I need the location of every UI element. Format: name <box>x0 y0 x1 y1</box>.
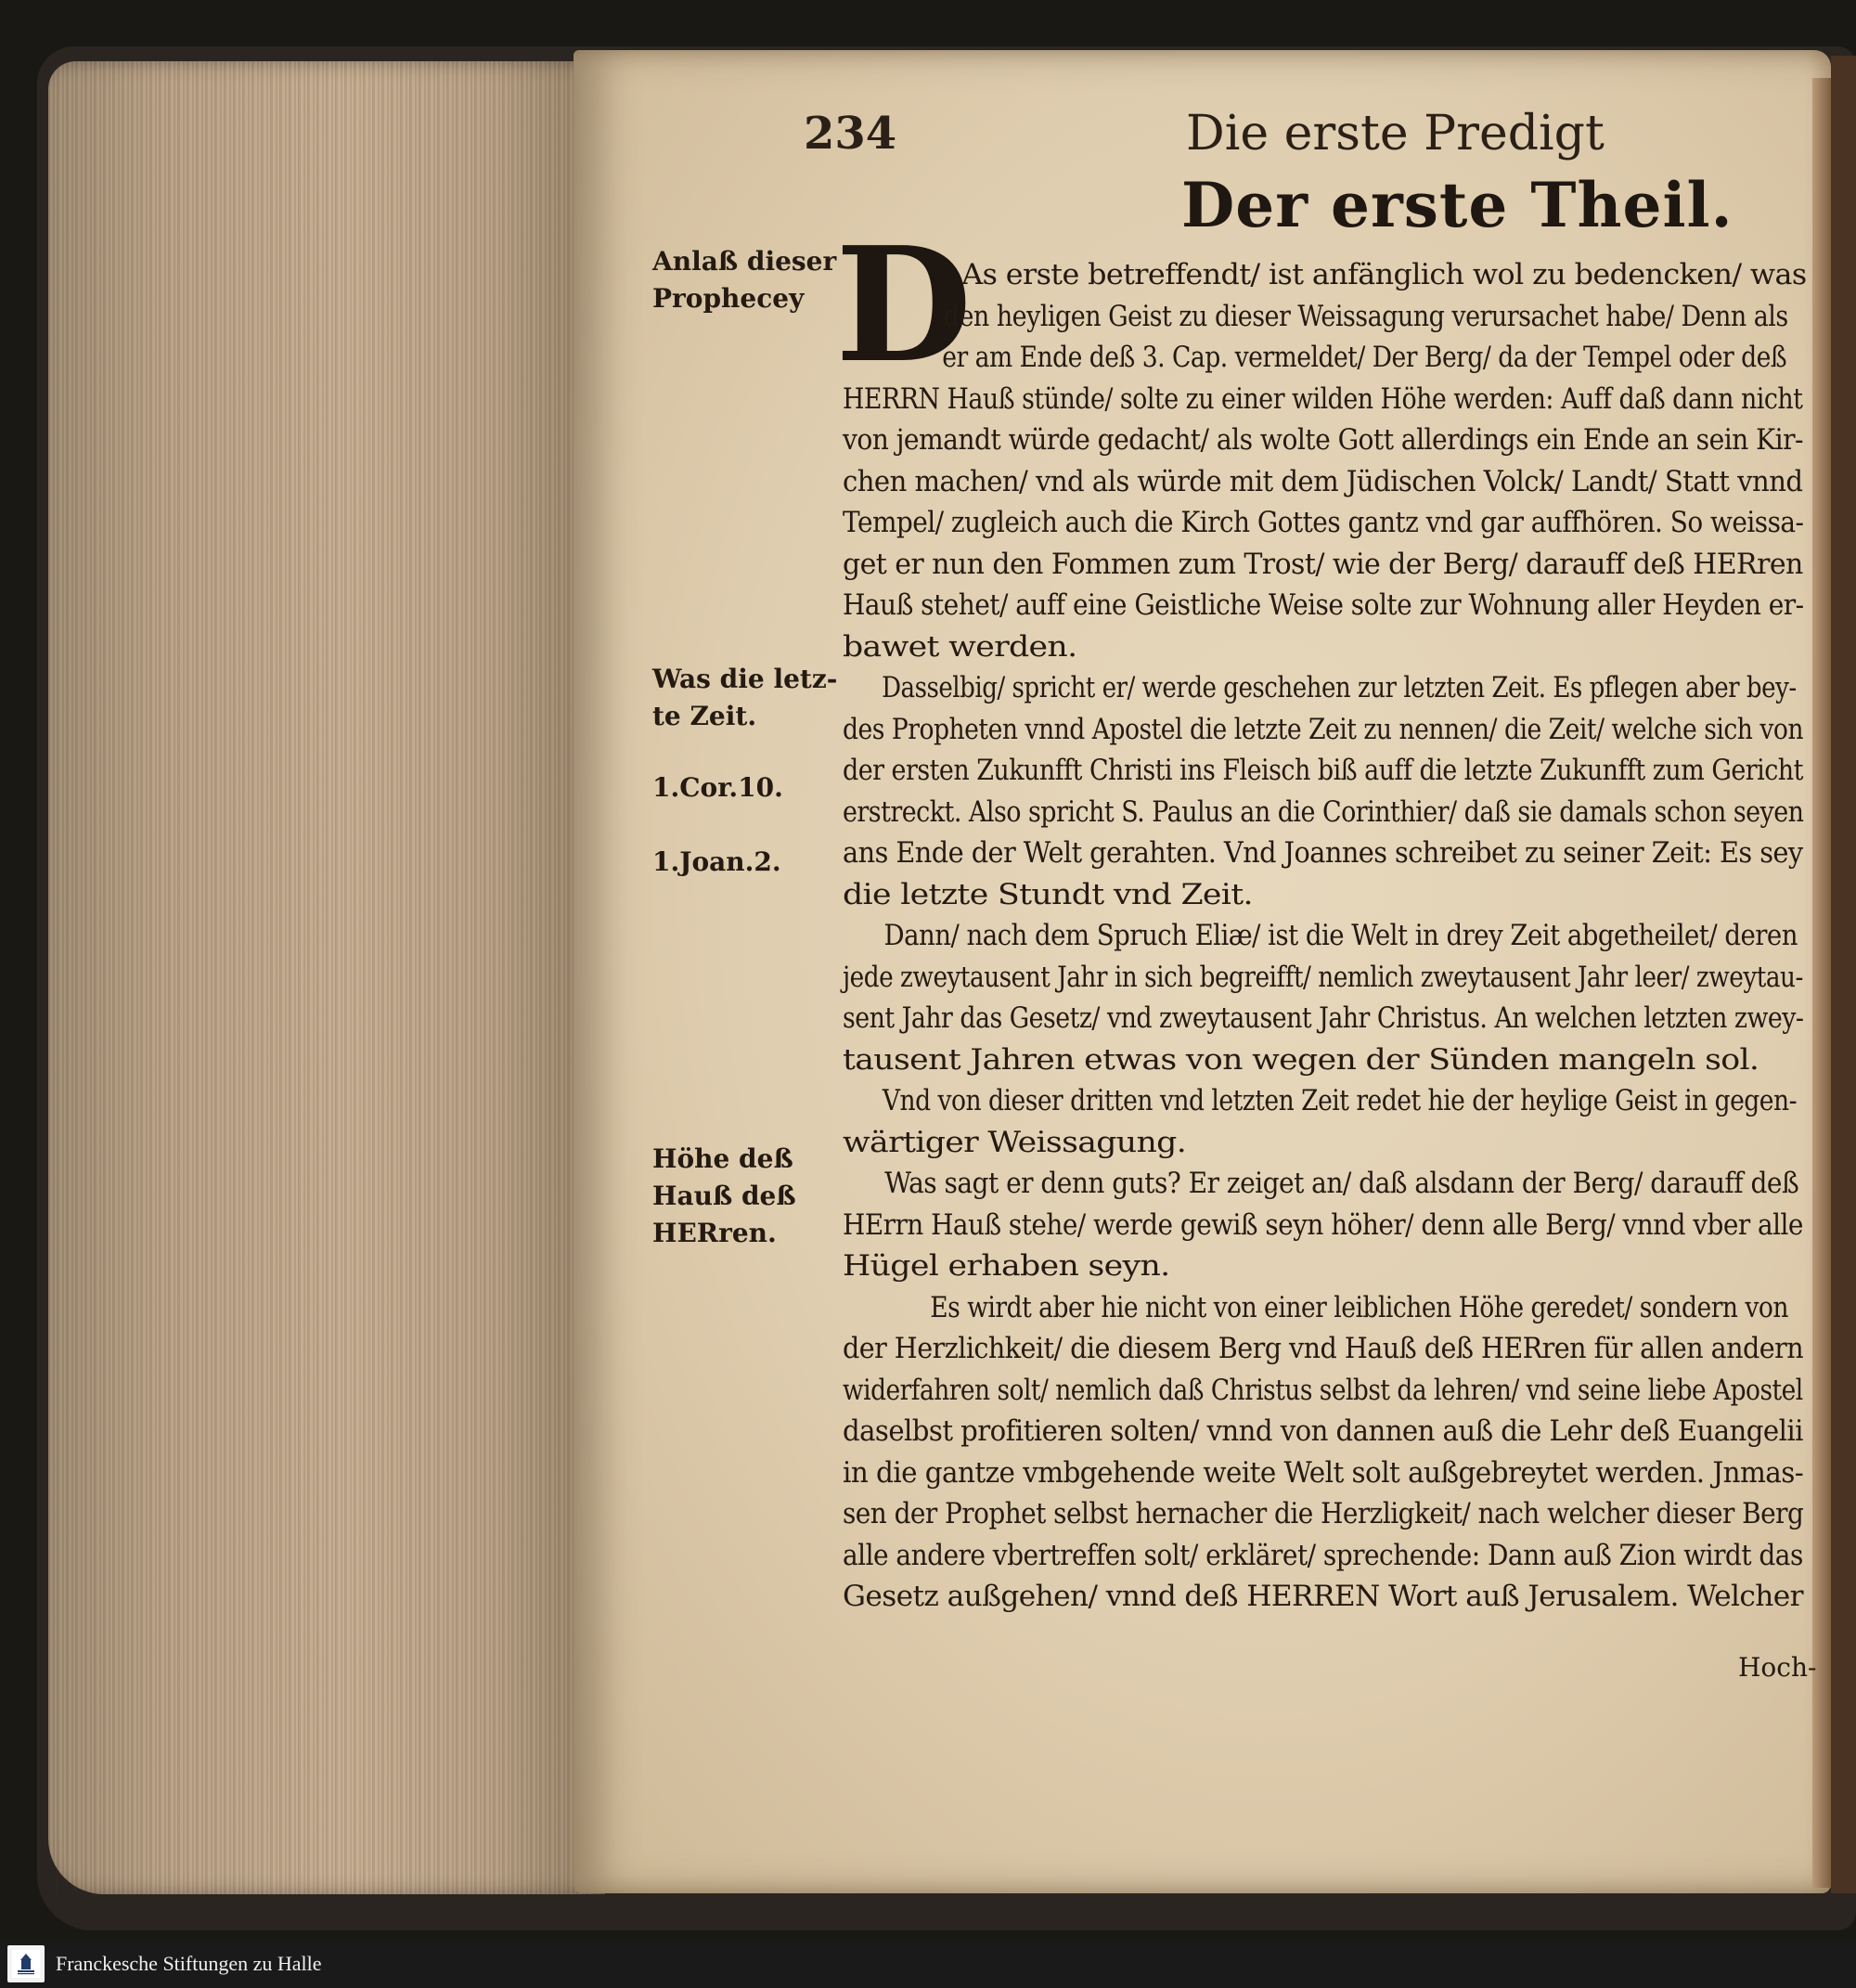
text-line: der Herzlichkeit/ die diesem Berg vnd Hauß deß HERren für allen andern <box>843 1332 1804 1365</box>
text-line: wärtiger Weissagung. <box>843 1125 1187 1159</box>
text-line: Dann/ nach dem Spruch Eliæ/ ist die Welt in drey Zeit abgetheilet/ deren <box>883 919 1798 952</box>
margin-note-letzte-zeit: Was die letz- te Zeit. <box>652 664 838 731</box>
text-line: HErrn Hauß stehe/ werde gewiß seyn höher/ denn alle Berg/ vnnd vber alle <box>843 1207 1803 1242</box>
footer-bar <box>0 1940 1856 1988</box>
paragraph-2 <box>843 667 1803 915</box>
text-line: HERRN Hauß stünde/ solte zu einer wilden Höhe werden: Auff daß dann nicht <box>843 381 1803 416</box>
institution-name: Franckesche Stiftungen zu Halle <box>56 1952 322 1975</box>
text-line: ans Ende der Welt gerahten. Vnd Joannes schreibet zu seiner Zeit: Es sey <box>843 836 1803 870</box>
text-line: des Propheten vnnd Apostel die letzte Zeit zu nennen/ die Zeit/ welche sich von <box>843 712 1804 746</box>
margin-note-cor: 1.Cor.10. <box>652 772 783 803</box>
text-line: daselbst profitieren solten/ vnnd von dannen auß die Lehr deß Euangelii <box>843 1414 1803 1448</box>
page-gutter <box>1812 78 1831 1888</box>
text-line: von jemandt würde gedacht/ als wolte Gott allerdings ein Ende an sein Kir- <box>843 423 1803 457</box>
text-line: Es wirdt aber hie nicht von einer leiblichen Höhe geredet/ sondern von <box>930 1290 1788 1324</box>
text-line: den heyligen Geist zu dieser Weissagung verursachet habe/ Denn als <box>943 299 1788 333</box>
text-line: Hauß stehet/ auff eine Geistliche Weise solte zur Wohnung aller Heyden er- <box>843 588 1804 622</box>
text-line: Vnd von dieser dritten vnd letzten Zeit redet hie der heylige Geist in gegen- <box>882 1084 1798 1117</box>
text-line: der ersten Zukunfft Christi ins Fleisch biß auff die letzte Zukunfft zum Gericht <box>843 754 1803 787</box>
page-number: 234 <box>804 108 897 160</box>
text-line: er am Ende deß 3. Cap. vermeldet/ Der Berg/ da der Tempel oder deß <box>942 341 1787 374</box>
running-head: Die erste Predigt <box>1186 106 1605 161</box>
paragraph-3 <box>843 915 1803 1080</box>
text-line: Hügel erhaben seyn. <box>843 1249 1170 1283</box>
paragraph-1 <box>843 379 1803 668</box>
text-line: Gesetz außgehen/ vnnd deß HERREN Wort auß Jerusalem. Welcher <box>843 1580 1803 1613</box>
book-page <box>574 50 1831 1893</box>
text-line: Tempel/ zugleich auch die Kirch Gottes gantz vnd gar auffhören. So weissa- <box>843 506 1804 539</box>
catchword: Hoch- <box>1738 1652 1817 1683</box>
text-line: Was sagt er denn guts? Er zeiget an/ daß alsdann der Berg/ darauff deß <box>884 1167 1799 1200</box>
text-line: die letzte Stundt vnd Zeit. <box>843 877 1253 911</box>
institution-logo-icon <box>7 1945 45 1982</box>
text-line: in die gantze vmbgehende weite Welt solt außgebreytet werden. Jnmas- <box>843 1455 1804 1490</box>
margin-note-joan: 1.Joan.2. <box>652 846 781 877</box>
paragraph-1-opening <box>843 254 1807 379</box>
section-title: Der erste Theil. <box>1181 169 1734 241</box>
paragraph-5 <box>843 1163 1803 1287</box>
text-line: erstreckt. Also spricht S. Paulus an die Corinthier/ daß sie damals schon seyen <box>843 794 1804 829</box>
text-line: widerfahren solt/ nemlich daß Christus selbst da lehren/ vnd seine liebe Apostel <box>843 1373 1803 1407</box>
margin-note-anlass: Anlaß dieser Prophecey <box>652 246 837 314</box>
text-line: jede zweytausent Jahr in sich begreifft/ nemlich zweytausent Jahr leer/ zweytau- <box>843 960 1803 994</box>
drop-cap: D <box>835 213 973 398</box>
text-line: get er nun den Fommen zum Trost/ wie der Berg/ darauff deß HERren <box>843 547 1803 581</box>
text-line: sent Jahr das Gesetz/ vnd zweytausent Jahr Christus. An welchen letzten zwey- <box>843 1001 1804 1035</box>
margin-note-hoehe: Höhe deß Hauß deß HERren. <box>652 1143 796 1248</box>
body-text <box>843 254 1807 1618</box>
paragraph-4 <box>843 1080 1803 1163</box>
text-line: bawet werden. <box>843 629 1077 664</box>
text-line: As erste betreffendt/ ist anfänglich wol zu bedencken/ was <box>961 258 1807 291</box>
text-line: sen der Prophet selbst hernacher die Herzligkeit/ nach welcher dieser Berg <box>843 1497 1804 1530</box>
text-line: Dasselbig/ spricht er/ werde geschehen zur letzten Zeit. Es pflegen aber bey- <box>882 671 1797 704</box>
book-cover-edge <box>1831 56 1856 1893</box>
text-line: alle andere vbertreffen solt/ erkläret/ sprechende: Dann auß Zion wirdt das <box>843 1538 1803 1572</box>
text-line: tausent Jahren etwas von wegen der Sünden mangeln sol. <box>843 1042 1759 1077</box>
paragraph-6 <box>843 1287 1803 1618</box>
text-line: chen machen/ vnd als würde mit dem Jüdischen Volck/ Landt/ Statt vnnd <box>843 464 1803 498</box>
book-fore-edge <box>48 61 605 1894</box>
